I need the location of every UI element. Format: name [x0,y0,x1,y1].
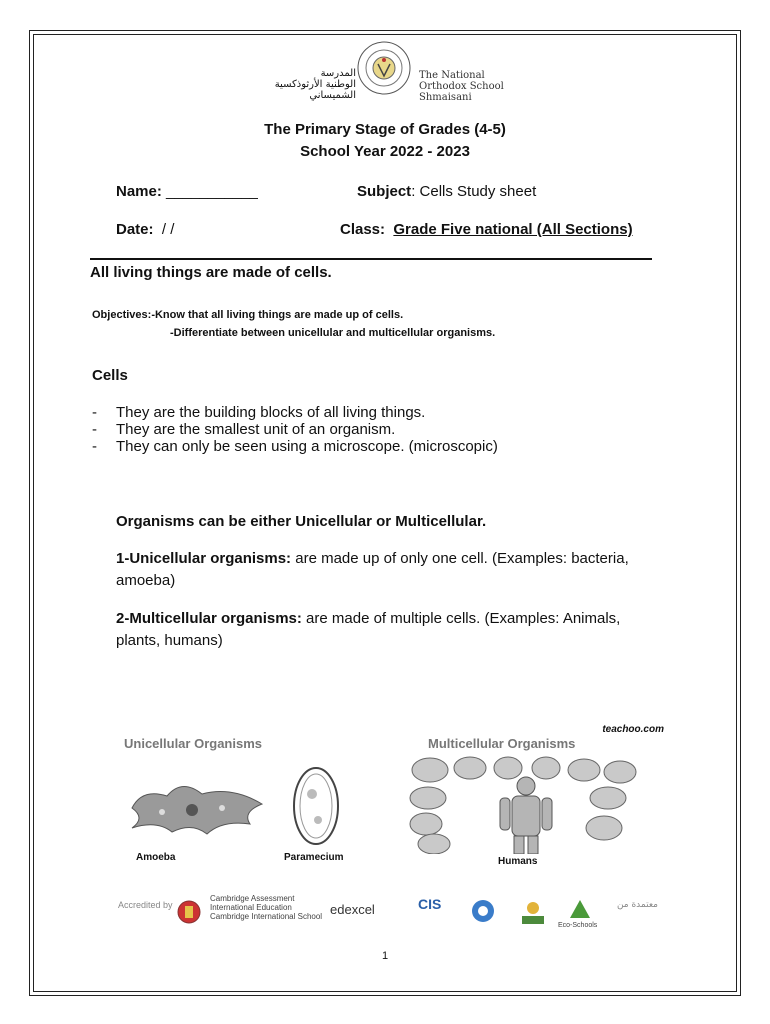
school-name-english: The National Orthodox School Shmaisani [419,70,504,103]
separator-line [90,258,652,260]
figure-watermark: teachoo.com [602,724,664,735]
edexcel-logo: edexcel [330,902,375,917]
unicellular-paragraph: 1-Unicellular organisms: are made up of only one cell. (Examples: bacteria, amoeba) [116,550,629,589]
cells-heading: Cells [92,367,128,384]
eco-schools-icon [568,898,592,920]
objectives: Objectives:-Know that all living things are made up of cells. [92,309,404,321]
list-item: - They are the smallest unit of an organism. [92,421,396,438]
name-field: Name: ___________ [116,183,258,200]
school-network-icon [518,898,548,926]
school-header [264,40,504,110]
amoeba-caption: Amoeba [136,852,176,863]
accredited-label: Accredited by [118,900,173,910]
objectives-line2: -Differentiate between unicellular and multicellular organisms. [170,327,496,339]
cambridge-logo: Cambridge Assessment International Education Cambridge International School [210,894,323,921]
date-field: Date: / / [116,221,175,238]
list-item: - They can only be seen using a microscope. (microscopic) [92,438,498,455]
paramecium-icon [288,764,344,848]
eco-schools-label: Eco-Schools [558,922,598,929]
cells-bullets [92,404,498,455]
organisms-heading: Organisms can be either Unicellular or Multicellular. [116,513,487,530]
intro-statement: All living things are made of cells. [90,264,332,281]
multicellular-paragraph: 2-Multicellular organisms: are made of multiple cells. (Examples: Animals, plants, humans) [116,610,621,649]
cis-logo: CIS [418,896,442,912]
accreditation-footer [118,896,658,936]
organisms-figure [118,724,664,870]
class-field: Class: Grade Five national (All Sections) [340,221,633,238]
subject-field: Subject: Cells Study sheet [357,183,537,200]
school-year: School Year 2022 - 2023 [300,143,470,160]
stage-title: The Primary Stage of Grades (4-5) [264,121,506,138]
amoeba-icon [122,768,272,848]
unicellular-title: Unicellular Organisms [124,736,262,751]
school-seal-icon [356,40,412,96]
human-cells-diagram [408,754,638,854]
accredited-arabic: معتمدة من [616,900,658,910]
jordan-crest-icon [176,896,202,928]
ib-logo-icon [470,898,496,924]
school-name-arabic: المدرسة الوطنية الأرثوذكسية الشميساني [274,68,356,101]
multicellular-title: Multicellular Organisms [428,736,576,751]
humans-caption: Humans [498,856,538,867]
page-number: 1 [381,950,389,962]
list-item: - They are the building blocks of all living things. [92,404,426,421]
paramecium-caption: Paramecium [284,852,344,863]
